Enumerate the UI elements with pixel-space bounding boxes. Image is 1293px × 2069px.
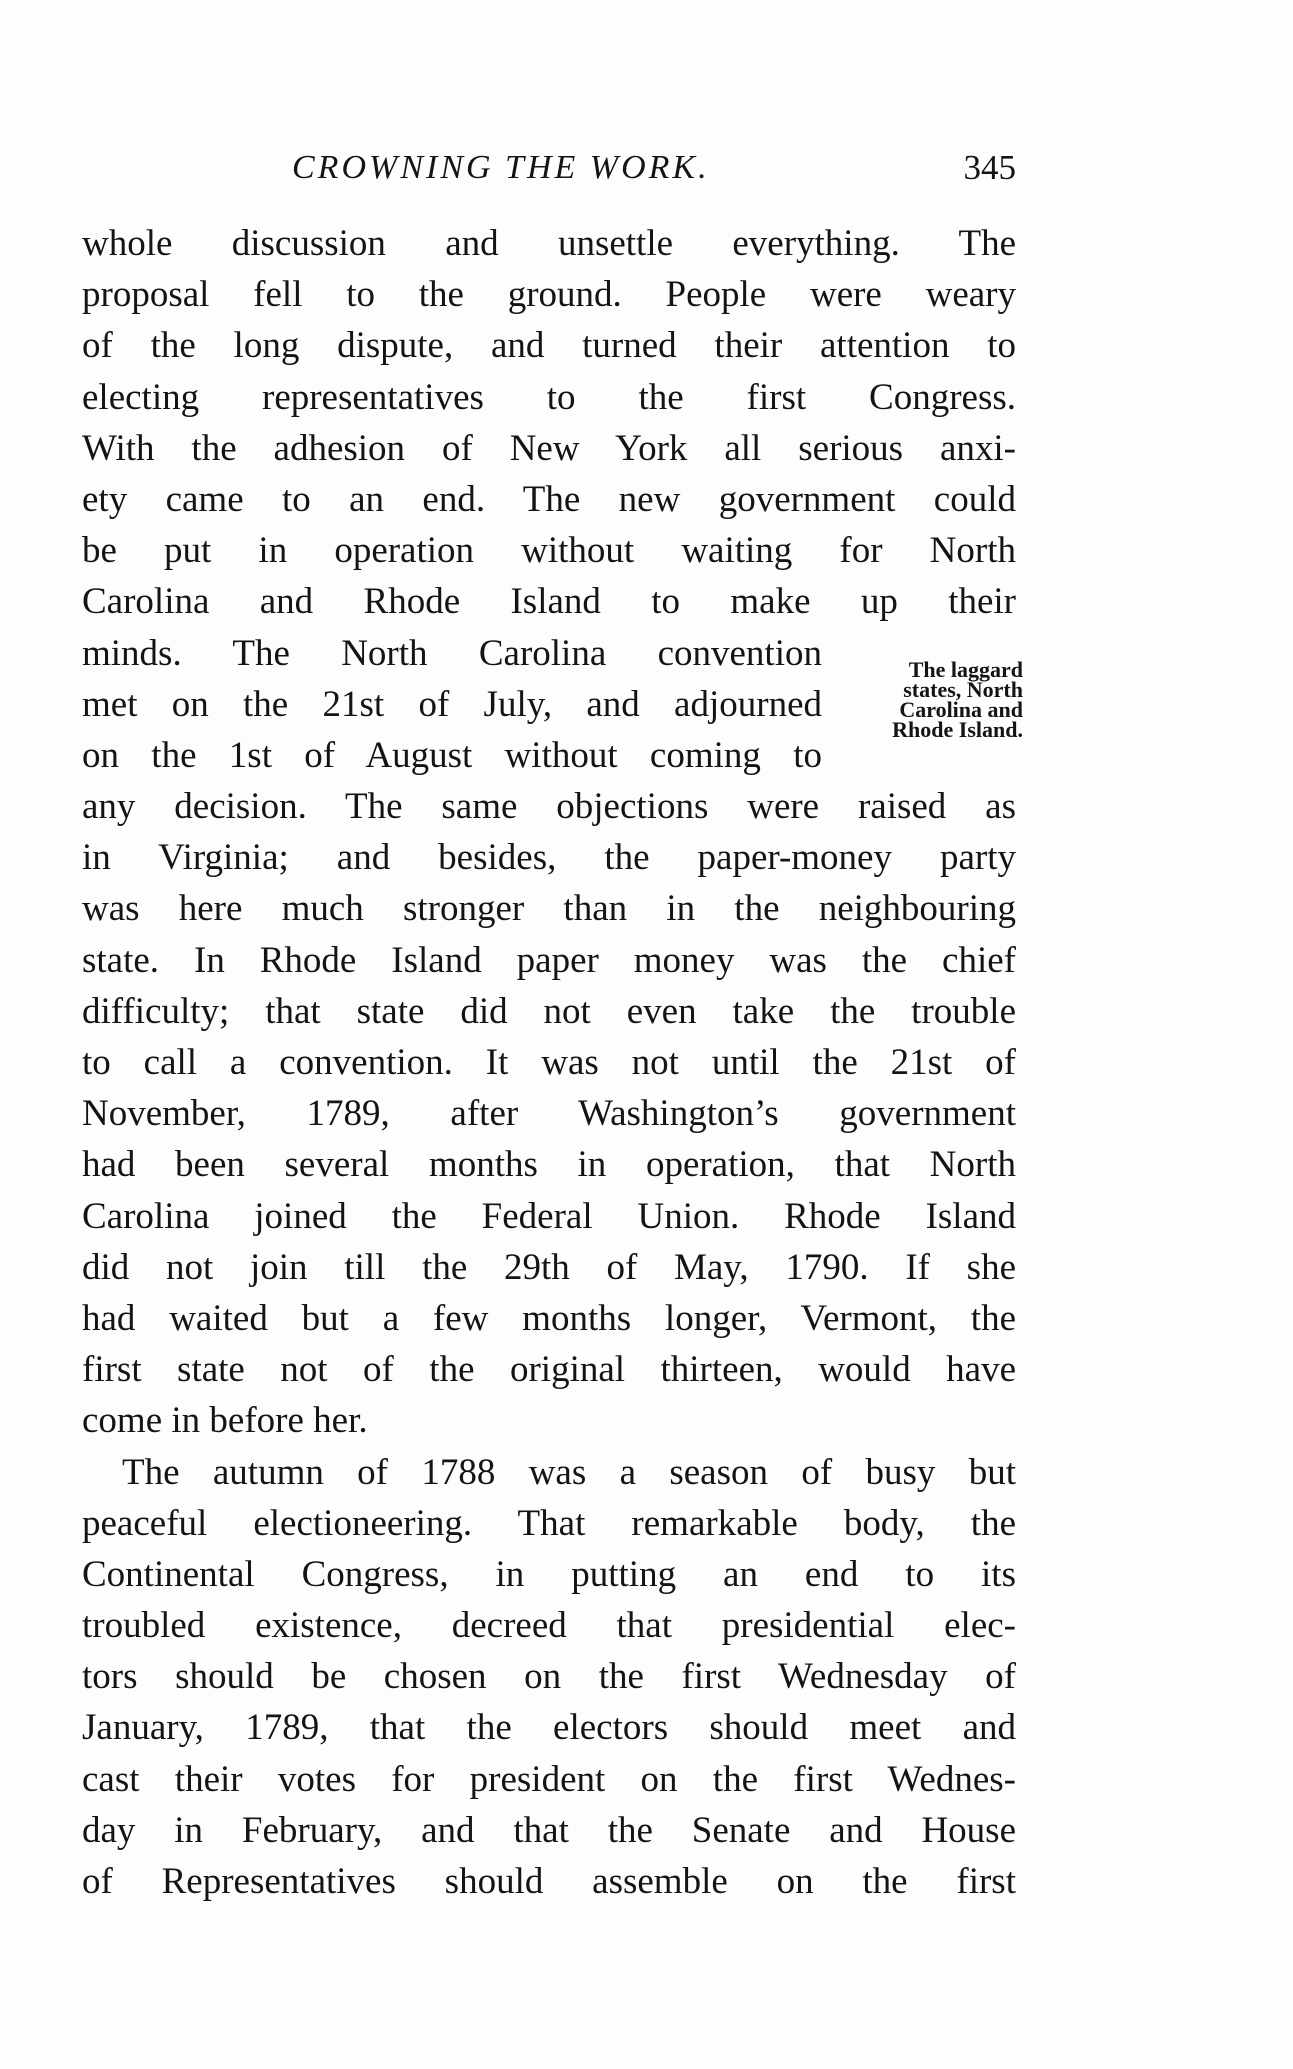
text-line: first state not of the original thirteen, would have <box>82 1349 1016 1391</box>
text-line: January, 1789, that the electors should meet and <box>82 1707 1016 1749</box>
text-line: whole discussion and unsettle everything. The <box>82 223 1016 264</box>
text-line: ety came to an end. The new government could <box>82 478 1016 520</box>
text-line: was here much stronger than in the neighbouring <box>82 888 1016 930</box>
running-title: CROWNING THE WORK. <box>292 149 710 186</box>
text-line: day in February, and that the Senate and House <box>82 1809 1016 1851</box>
text-line: any decision. The same objections were raised as <box>82 786 1016 828</box>
text-line: to call a convention. It was not until the 21st of <box>82 1042 1016 1083</box>
text-line: difficulty; that state did not even take the trouble <box>82 990 1016 1032</box>
text-line: peaceful electioneering. That remarkable body, the <box>82 1502 1016 1544</box>
text-line: in Virginia; and besides, the paper-money party <box>82 837 1016 879</box>
margin-note-line: Rhode Island. <box>892 717 1023 742</box>
text-line: Continental Congress, in putting an end to its <box>82 1553 1016 1595</box>
text-line: electing representatives to the first Congress. <box>82 376 1016 418</box>
text-line: did not join till the 29th of May, 1790. If she <box>82 1246 1016 1288</box>
body-text <box>82 218 1016 1907</box>
text-line: had been several months in operation, that North <box>82 1144 1016 1186</box>
text-line: come in before her. <box>82 1400 368 1442</box>
margin-note <box>838 657 1023 742</box>
text-line: of Representatives should assemble on the first <box>82 1861 1016 1902</box>
margin-note-line: The laggard <box>908 657 1023 682</box>
page-number: 345 <box>963 148 1016 187</box>
running-head <box>82 146 1016 190</box>
text-line: The autumn of 1788 was a season of busy but <box>122 1451 1016 1493</box>
text-line: proposal fell to the ground. People were weary <box>82 274 1016 316</box>
text-line: cast their votes for president on the first Wednes- <box>82 1758 1016 1800</box>
text-line: November, 1789, after Washington’s government <box>82 1093 1016 1135</box>
text-line: troubled existence, decreed that presidential elec- <box>82 1605 1016 1647</box>
text-line: of the long dispute, and turned their attention to <box>82 325 1016 367</box>
text-line: tors should be chosen on the first Wednesday of <box>82 1656 1016 1698</box>
text-line: With the adhesion of New York all serious anxi- <box>82 427 1016 469</box>
text-line: minds. The North Carolina convention <box>82 632 822 674</box>
text-line: be put in operation without waiting for North <box>82 530 1016 572</box>
text-line: state. In Rhode Island paper money was the chief <box>82 939 1016 981</box>
text-line: Carolina joined the Federal Union. Rhode Island <box>82 1195 1016 1237</box>
text-line: on the 1st of August without coming to <box>82 734 822 776</box>
margin-note-line: states, North <box>903 677 1023 702</box>
text-line: met on the 21st of July, and adjourned <box>82 683 822 725</box>
text-line: had waited but a few months longer, Vermont, the <box>82 1297 1016 1339</box>
text-line: Carolina and Rhode Island to make up their <box>82 581 1016 623</box>
margin-note-line: Carolina and <box>899 697 1023 722</box>
